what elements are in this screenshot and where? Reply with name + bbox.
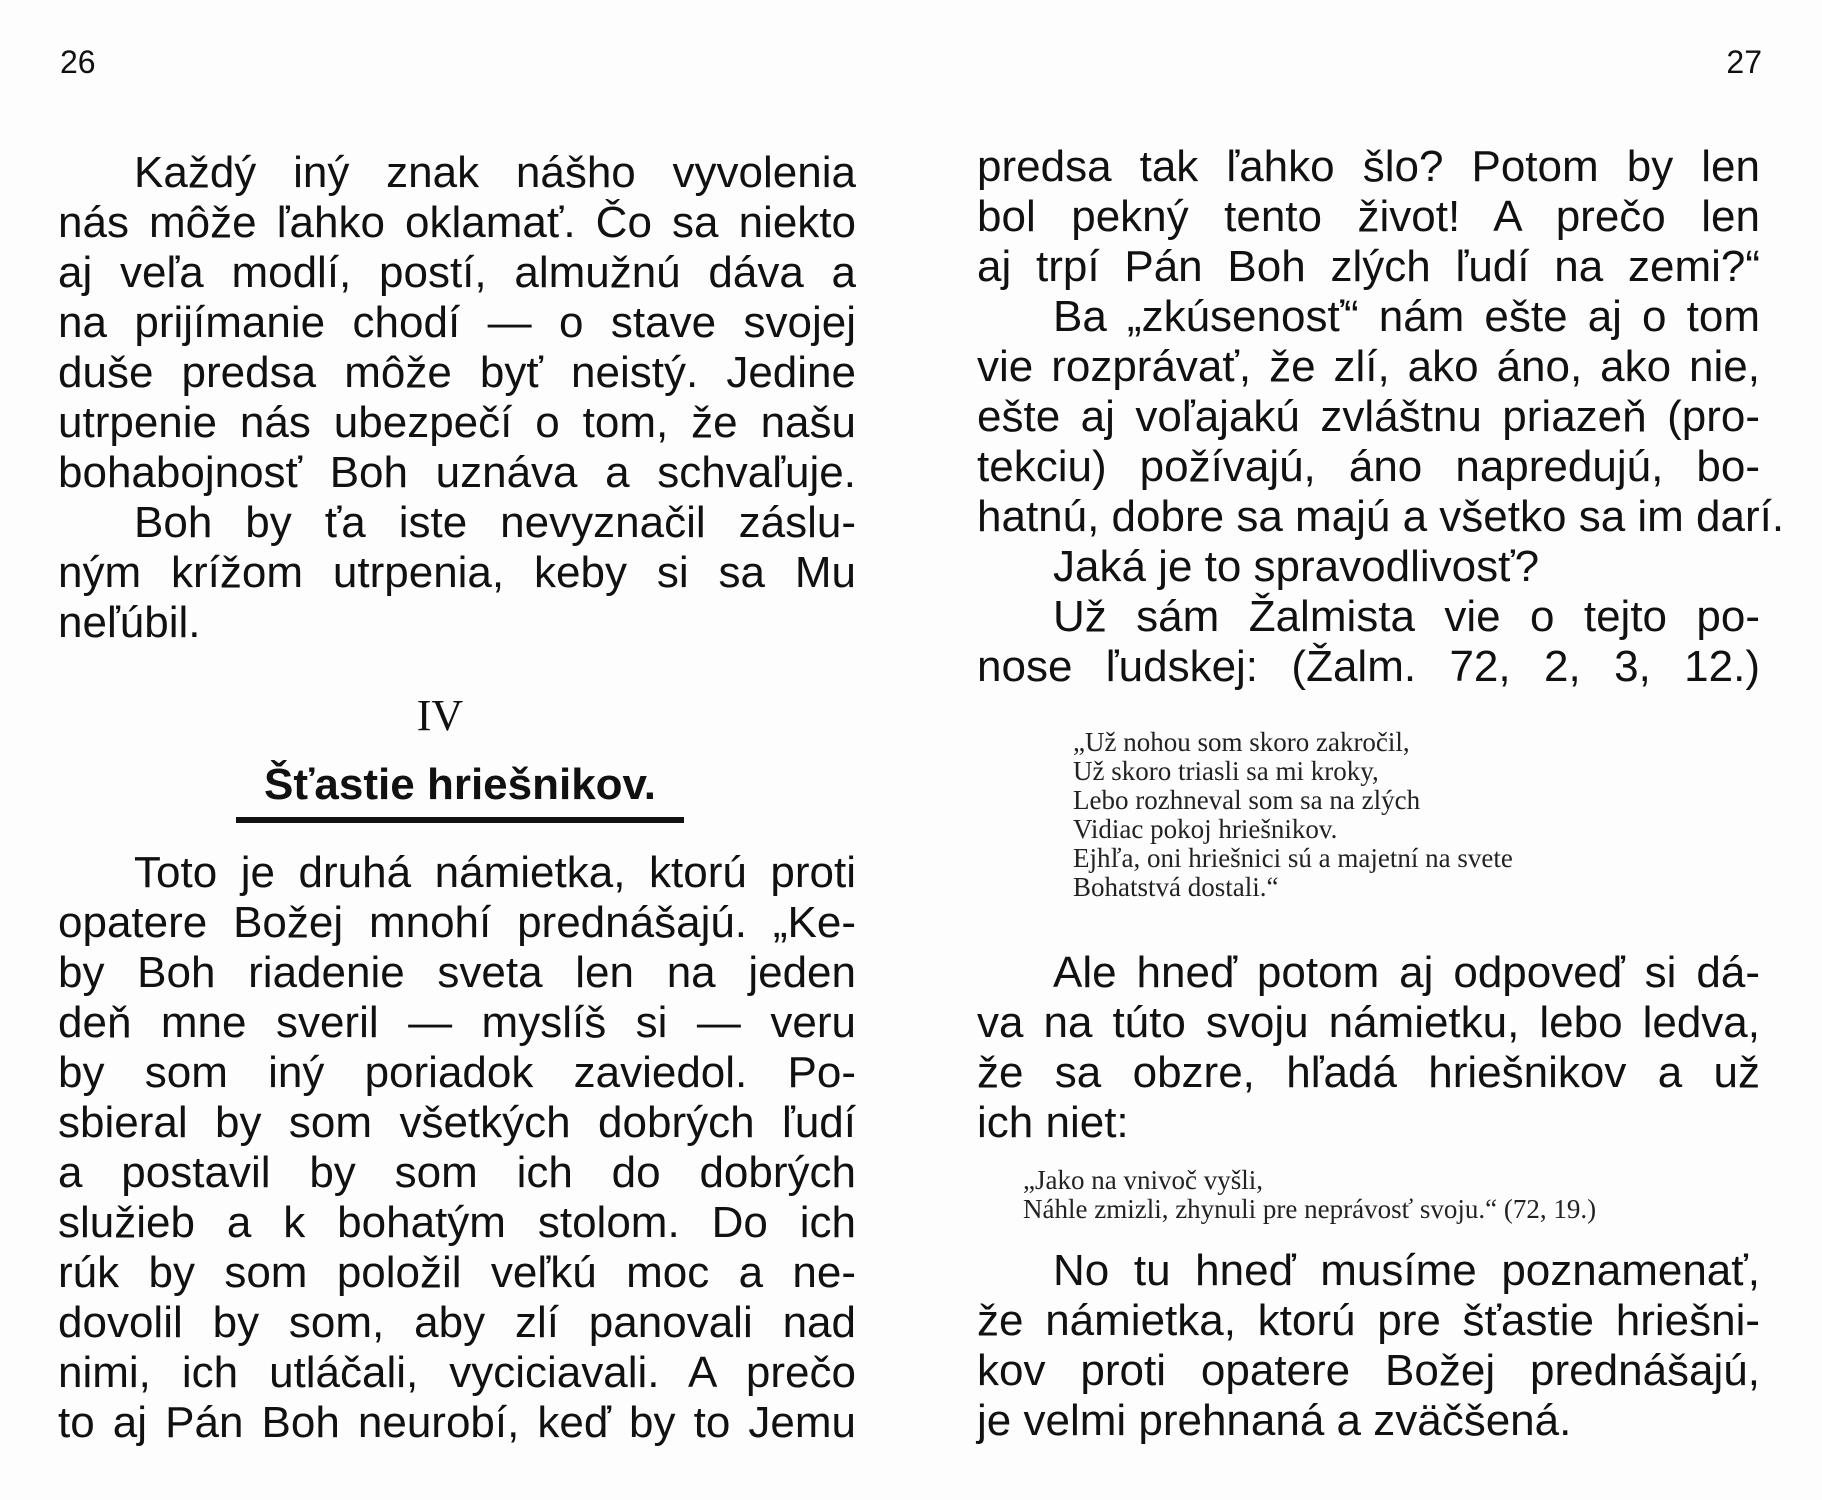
right-page bbox=[955, 0, 1822, 1500]
chapter-title: Šťastie hriešnikov. bbox=[264, 760, 656, 809]
text-line: že sa obzre, hľadá hriešnikov a už bbox=[977, 1048, 1760, 1097]
right-para-1 bbox=[977, 142, 1760, 292]
text-line: Ale hneď potom aj odpoveď si dá- bbox=[1053, 948, 1760, 997]
text-line: Každý iný znak nášho vyvolenia bbox=[134, 148, 856, 197]
chapter-number: IV bbox=[416, 691, 464, 740]
text-line: Boh by ťa iste nevyznačil záslu- bbox=[134, 498, 856, 547]
text-line: je velmi prehnaná a zväčšená. bbox=[977, 1396, 1572, 1445]
poem-line: „Jako na vnivoč vyšli, bbox=[1023, 1165, 1263, 1195]
text-line: Ba „zkúsenosť“ nám ešte aj o tom bbox=[1053, 292, 1760, 341]
chapter-title-underline bbox=[236, 817, 684, 823]
poem-line: Náhle zmizli, zhynuli pre neprávosť svoju.“ (72, 19.) bbox=[1023, 1194, 1597, 1224]
poem-line: Vidiac pokoj hriešnikov. bbox=[1073, 814, 1338, 844]
text-line: Jaká je to spravodlivosť? bbox=[1053, 542, 1540, 591]
text-line: nás môže ľahko oklamať. Čo sa niekto bbox=[58, 198, 856, 247]
page-number-right: 27 bbox=[1726, 44, 1762, 80]
text-line: bol pekný tento život! A prečo len bbox=[977, 192, 1760, 241]
left-para-3 bbox=[58, 848, 856, 1448]
right-para-5 bbox=[977, 948, 1760, 1148]
text-line: kov proti opatere Božej prednášajú, bbox=[977, 1346, 1760, 1395]
text-line: vie rozprávať, že zlí, ako áno, ako nie, bbox=[977, 342, 1760, 391]
text-line: utrpenie nás ubezpečí o tom, že našu bbox=[58, 398, 856, 447]
poem-line: Lebo rozhneval som sa na zlých bbox=[1073, 785, 1421, 815]
text-line: predsa tak ľahko šlo? Potom by len bbox=[977, 142, 1760, 191]
text-line: opatere Božej mnohí prednášajú. „Ke- bbox=[58, 898, 856, 947]
text-line: sbieral by som všetkých dobrých ľudí bbox=[58, 1098, 856, 1147]
left-para-2 bbox=[58, 498, 856, 648]
text-line: hatnú, dobre sa majú a všetko sa im darí. bbox=[977, 492, 1785, 541]
text-line: aj trpí Pán Boh zlých ľudí na zemi?“ bbox=[977, 242, 1760, 291]
text-line: by Boh riadenie sveta len na jeden bbox=[58, 948, 856, 997]
text-line: No tu hneď musíme poznamenať, bbox=[1053, 1246, 1760, 1295]
left-para-1 bbox=[58, 148, 856, 498]
text-line: na prijímanie chodí — o stave svojej bbox=[58, 298, 856, 347]
text-line: deň mne sveril — myslíš si — veru bbox=[58, 998, 856, 1047]
right-para-6 bbox=[977, 1246, 1760, 1446]
right-para-2 bbox=[977, 292, 1785, 542]
text-line: bohabojnosť Boh uznáva a schvaľuje. bbox=[58, 448, 856, 497]
text-line: to aj Pán Boh neurobí, keď by to Jemu bbox=[58, 1398, 856, 1447]
text-line: tekciu) požívajú, áno napredujú, bo- bbox=[977, 442, 1760, 491]
text-line: nimi, ich utláčali, vyciciavali. A prečo bbox=[58, 1348, 856, 1397]
text-line: ich niet: bbox=[977, 1098, 1129, 1147]
text-line: a postavil by som ich do dobrých bbox=[58, 1148, 856, 1197]
poem-line: Bohatstvá dostali.“ bbox=[1073, 872, 1279, 902]
right-para-4 bbox=[977, 592, 1760, 692]
psalm-quote-1 bbox=[1073, 728, 1713, 902]
psalm-quote-2 bbox=[1023, 1166, 1743, 1224]
text-line: rúk by som položil veľkú moc a ne- bbox=[58, 1248, 856, 1297]
text-line: že námietka, ktorú pre šťastie hriešni- bbox=[977, 1296, 1760, 1345]
text-line: služieb a k bohatým stolom. Do ich bbox=[58, 1198, 856, 1247]
left-page bbox=[0, 0, 880, 1500]
text-line: dovolil by som, aby zlí panovali nad bbox=[58, 1298, 856, 1347]
text-line: neľúbil. bbox=[58, 598, 201, 647]
poem-line: Ejhľa, oni hriešnici sú a majetní na svete bbox=[1073, 843, 1513, 873]
poem-line: Už skoro triasli sa mi kroky, bbox=[1073, 756, 1379, 786]
text-line: ným krížom utrpenia, keby si sa Mu bbox=[58, 548, 856, 597]
poem-line: „Už nohou som skoro zakročil, bbox=[1073, 727, 1410, 757]
text-line: va na túto svoju námietku, lebo ledva, bbox=[977, 998, 1760, 1047]
text-line: duše predsa môže byť neistý. Jedine bbox=[58, 348, 856, 397]
right-para-3 bbox=[977, 542, 1760, 592]
text-line: Už sám Žalmista vie o tejto po- bbox=[1053, 592, 1760, 641]
text-line: Toto je druhá námietka, ktorú proti bbox=[134, 848, 856, 897]
text-line: by som iný poriadok zaviedol. Po- bbox=[58, 1048, 856, 1097]
text-line: ešte aj voľajakú zvláštnu priazeň (pro- bbox=[977, 392, 1760, 441]
page-number-left: 26 bbox=[60, 44, 96, 80]
text-line: nose ľudskej: (Žalm. 72, 2, 3, 12.) bbox=[977, 642, 1760, 691]
text-line: aj veľa modlí, postí, almužnú dáva a bbox=[58, 248, 856, 297]
